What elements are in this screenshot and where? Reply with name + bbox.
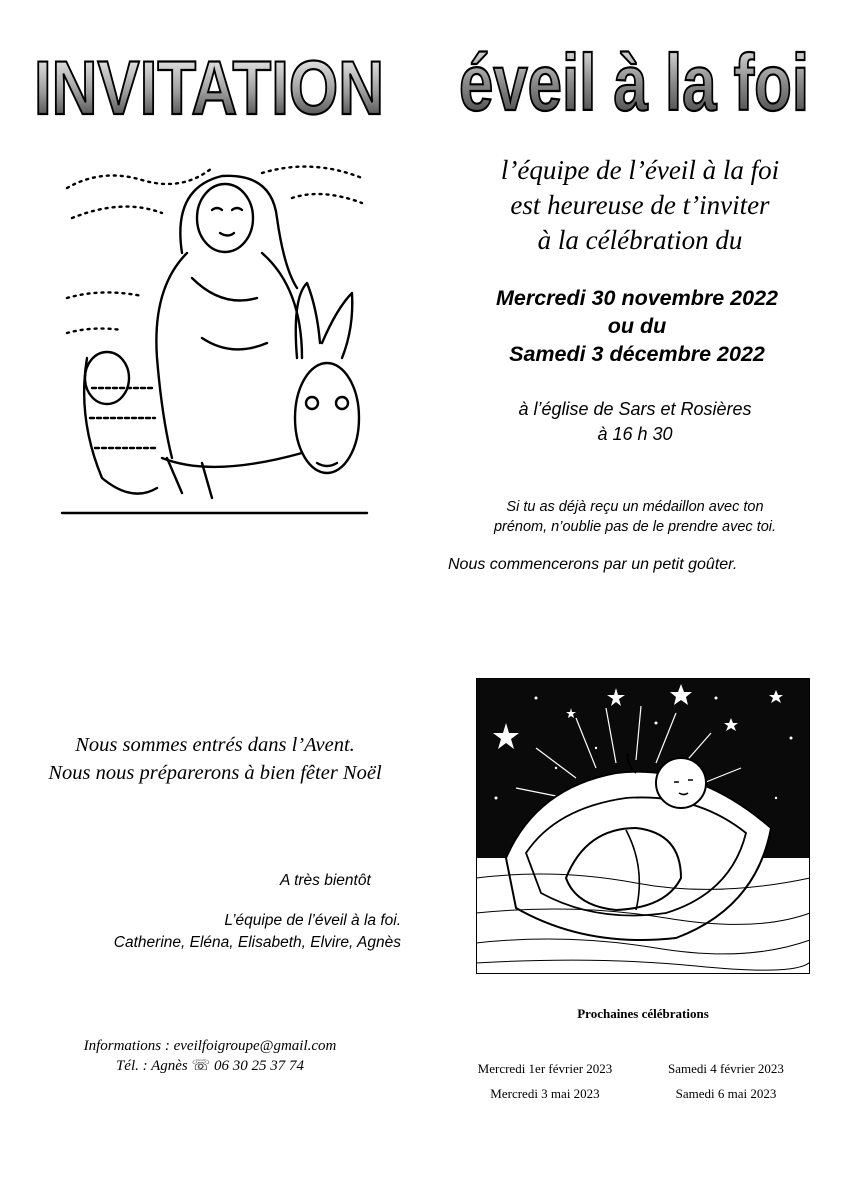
title-invitation <box>30 38 390 131</box>
next-celebration-item: Mercredi 1er février 2023 <box>477 1061 613 1076</box>
next-celebrations-heading: Prochaines célébrations <box>577 1006 709 1021</box>
mary-on-donkey-illustration <box>62 158 367 516</box>
closing-signature <box>30 910 401 954</box>
intro-line-1: l’équipe de l’éveil à la foi <box>500 155 780 185</box>
medal-note-line-1: Si tu as déjà reçu un médaillon avec ton <box>506 499 764 515</box>
closing-greeting: A très bientôt <box>280 872 371 889</box>
contact-email: Informations : eveilfoigroupe@gmail.com <box>83 1038 337 1054</box>
svg-text:INVITATION: INVITATION <box>34 46 384 131</box>
location-line-2: à 16 h 30 <box>597 424 673 444</box>
next-celebration-item: Samedi 4 février 2023 <box>668 1061 784 1076</box>
date-line-1: Mercredi 30 novembre 2022 <box>495 286 779 310</box>
closing-names: Catherine, Eléna, Elisabeth, Elvire, Agnès <box>113 934 401 951</box>
next-celebration-item: Mercredi 3 mai 2023 <box>490 1086 600 1101</box>
next-celebrations-list <box>455 1056 817 1106</box>
contact-phone <box>40 1056 380 1076</box>
contact-phone-prefix: Tél. : Agnès <box>115 1058 188 1074</box>
title-eveil-a-la-foi <box>455 30 815 130</box>
intro-text <box>455 153 825 258</box>
snack-note: Nous commencerons par un petit goûter. <box>448 556 738 573</box>
date-line-3: Samedi 3 décembre 2022 <box>509 342 765 366</box>
baby-jesus-manger-illustration <box>476 678 810 974</box>
medal-note-line-2: prénom, n’oublie pas de le prendre avec toi. <box>493 519 777 535</box>
contact-phone-number: 06 30 25 37 74 <box>214 1058 305 1074</box>
telephone-icon: ☏ <box>191 1058 211 1074</box>
contact-info <box>40 1036 380 1076</box>
intro-line-3: à la célébration du <box>537 225 743 255</box>
celebration-dates <box>440 284 834 368</box>
advent-line-1: Nous sommes entrés dans l’Avent. <box>75 734 355 756</box>
intro-line-2: est heureuse de t’inviter <box>510 190 770 220</box>
closing-team: L’équipe de l’éveil à la foi. <box>224 912 401 929</box>
date-line-2: ou du <box>607 314 667 338</box>
location-line-1: à l’église de Sars et Rosières <box>518 399 752 419</box>
advent-line-2: Nous nous préparerons à bien fêter Noël <box>48 762 382 784</box>
next-celebration-item: Samedi 6 mai 2023 <box>675 1086 777 1101</box>
svg-text:éveil à la foi: éveil à la foi <box>459 38 809 127</box>
advent-text <box>25 731 405 787</box>
medal-note <box>445 497 825 537</box>
location-text <box>455 397 815 447</box>
